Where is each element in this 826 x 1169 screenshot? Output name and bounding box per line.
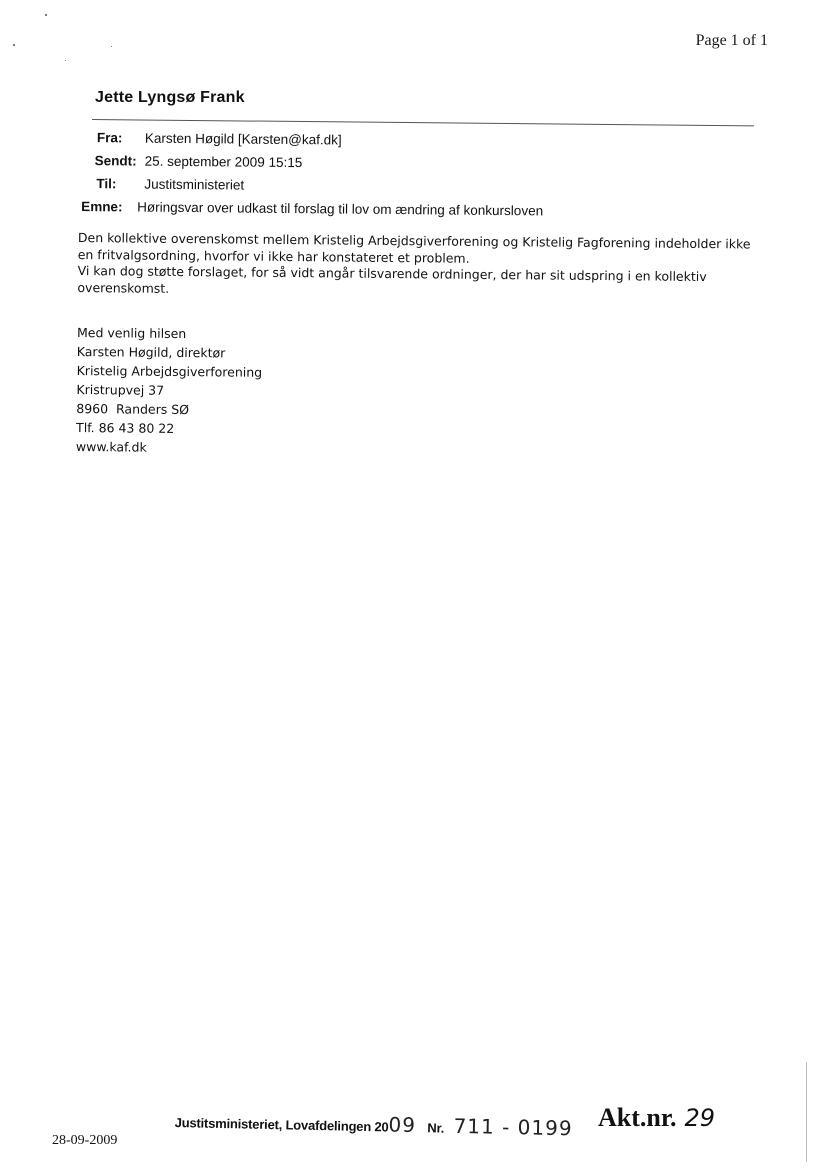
header-value: 25. september 2009 15:15	[144, 153, 303, 171]
body-line: Vi kan dog støtte forslaget, for så vidt angår tilsvarende ordninger, der har sit udspring i en kollektiv	[77, 262, 707, 285]
print-date: 28-09-2009	[52, 1133, 118, 1148]
header-divider	[92, 119, 754, 126]
mailbox-owner-name: Jette Lyngsø Frank	[95, 89, 245, 106]
akt-number	[598, 1103, 715, 1133]
page-number: Page 1 of 1	[695, 32, 768, 49]
email-body	[76, 230, 768, 463]
signature-line: www.kaf.dk	[75, 438, 147, 455]
signature-line: Tlf. 86 43 80 22	[76, 419, 175, 436]
signature-block	[76, 323, 767, 463]
signature-line: Kristelig Arbejdsgiverforening	[76, 362, 263, 380]
stamp-nr-handwritten: 711 - 0199	[453, 1113, 573, 1141]
signature-line: Kristrupvej 37	[76, 381, 165, 398]
akt-label: Akt.nr.	[598, 1103, 677, 1132]
header-label: Til:	[96, 176, 117, 192]
header-label: Fra:	[96, 130, 123, 146]
scan-edge	[806, 1062, 807, 1162]
stamp-nr-label: Nr.	[427, 1120, 445, 1136]
header-value: Justitsministeriet	[144, 176, 245, 193]
header-label: Emne:	[81, 198, 123, 215]
header-value: Karsten Høgild [Karsten@kaf.dk]	[144, 130, 342, 148]
signature-line: Karsten Høgild, direktør	[76, 343, 226, 361]
stamp-text: Justitsministeriet, Lovafdelingen 20	[174, 1114, 389, 1135]
akt-handwritten: 29	[684, 1104, 716, 1132]
body-line: en fritvalgsordning, hvorfor vi ikke har konstateret et problem.	[77, 246, 470, 266]
signature-line: 8960 Randers SØ	[76, 400, 190, 418]
stamp-year-handwritten: 09	[388, 1112, 417, 1138]
ministry-stamp	[174, 1108, 572, 1140]
signature-line: Med venlig hilsen	[76, 324, 187, 342]
header-value: Høringsvar over udkast til forslag til lov om ændring af konkursloven	[137, 199, 544, 219]
header-label: Sendt:	[94, 153, 137, 169]
scan-speck	[13, 44, 15, 46]
scan-speck	[111, 46, 112, 47]
body-line: overenskomst.	[77, 279, 170, 296]
scan-speck	[45, 14, 47, 16]
body-line: Den kollektive overenskomst mellem Kristelig Arbejdsgiverforening og Kristelig Fagforening indeholder ikke	[77, 230, 751, 252]
email-headers	[81, 126, 762, 225]
scan-speck	[65, 60, 66, 61]
body-paragraph	[77, 230, 768, 303]
